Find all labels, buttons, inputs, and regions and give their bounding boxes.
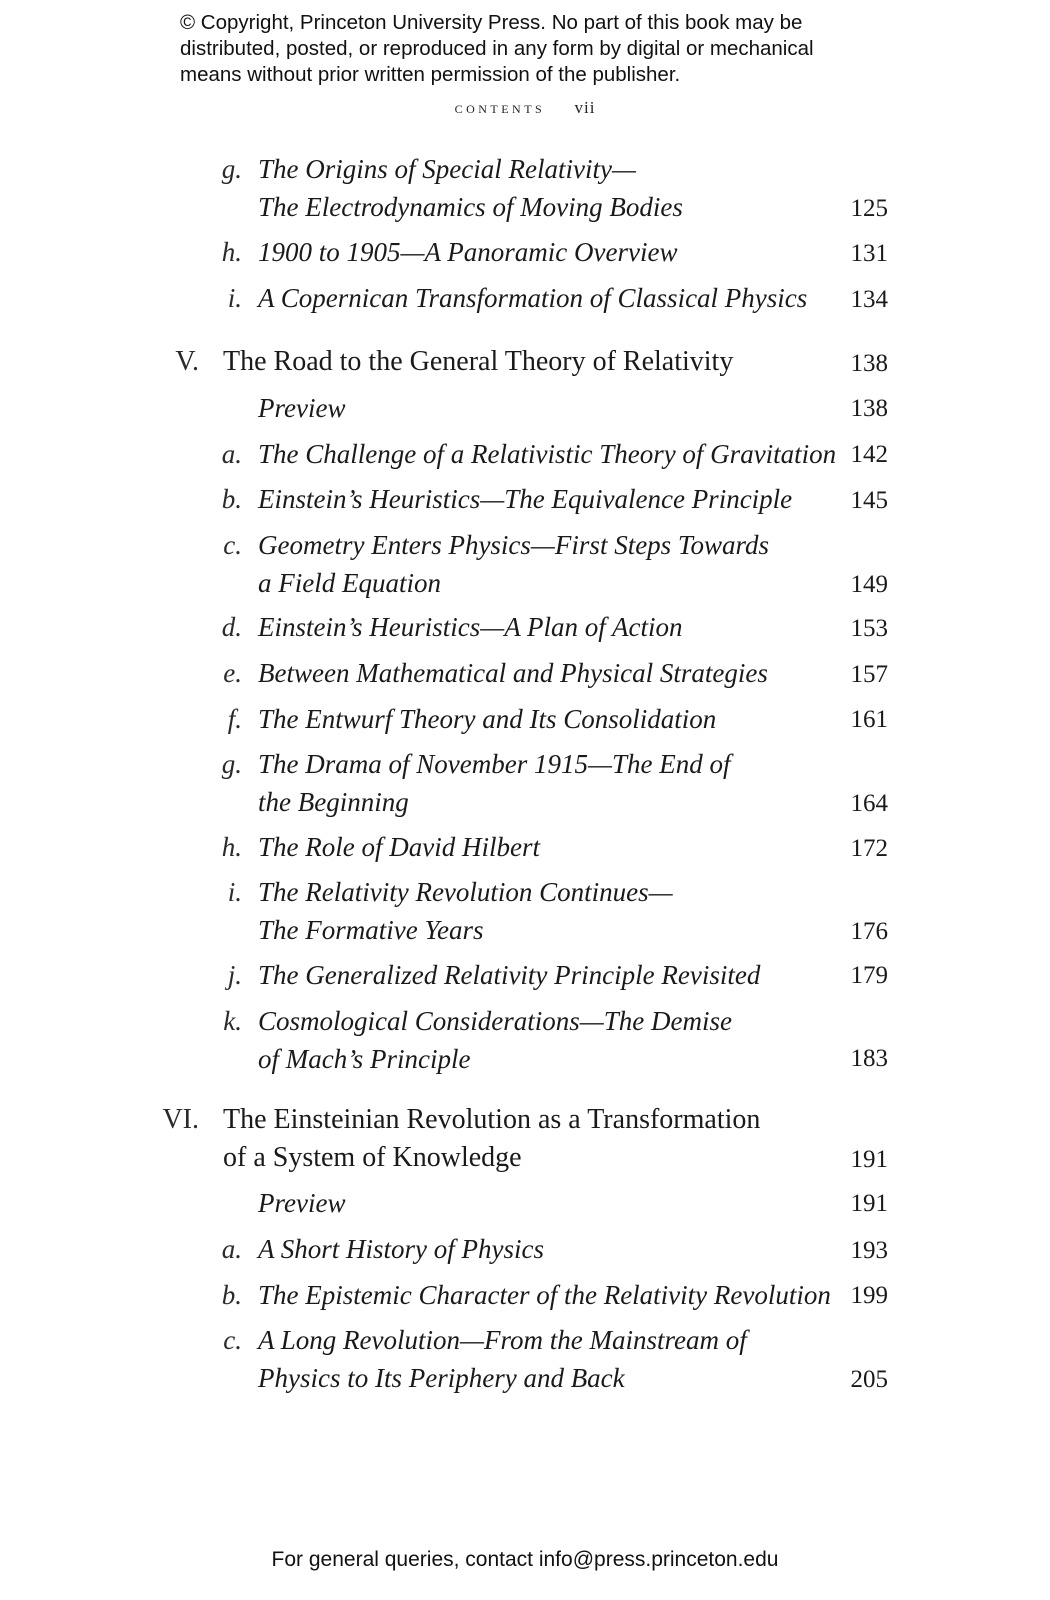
toc-title-line: The Drama of November 1915—The End of [258,749,731,779]
toc-entry-marker: a. [221,439,242,469]
toc-title-line: Between Mathematical and Physical Strategies [258,658,768,688]
toc-title-line: A Short History of Physics [258,1234,544,1264]
toc-entry-title [258,233,828,271]
toc-entry-page: 161 [850,706,888,733]
toc-title-line: The Role of David Hilbert [258,832,540,862]
toc-entry-marker: k. [223,1006,242,1036]
toc-entry-page: 153 [850,615,888,642]
toc-entry-page: 157 [850,661,888,688]
running-head-page-number: vii [574,98,596,117]
toc-entry-title [258,745,828,821]
copyright-line: © Copyright, Princeton University Press. No part of this book may be [180,11,803,34]
toc-chapter-title [223,343,823,381]
toc-entry-marker: j. [227,960,242,990]
toc-title-line: A Copernican Transformation of Classical Physics [258,283,808,313]
copyright-line: means without prior written permission of the publisher. [180,63,681,86]
toc-title-line: The Einsteinian Revolution as a Transformation [223,1104,761,1135]
toc-chapter-title [223,1101,823,1177]
toc-entry-marker: d. [221,612,242,642]
toc-title-line: a Field Equation [258,568,441,598]
toc-entry-page: 125 [850,195,888,222]
toc-entry-marker: h. [221,237,242,267]
toc-entry-title [258,1276,831,1314]
toc-title-line: The Entwurf Theory and Its Consolidation [258,704,717,734]
toc-entry-page: 193 [850,1237,888,1264]
toc-entry-page: 179 [850,962,888,989]
toc-title-line: The Relativity Revolution Continues— [258,877,673,907]
toc-title-line: The Epistemic Character of the Relativity Revolution [258,1280,831,1310]
toc-entry-marker: f. [227,704,242,734]
toc-title-line: Cosmological Considerations—The Demise [258,1006,733,1036]
toc-entry-marker: b. [221,484,242,514]
toc-entry-page: 138 [850,395,888,422]
toc-entry-title [258,526,828,602]
running-head-label: contents [454,98,546,117]
toc-entry-title [258,480,828,518]
toc-entry-marker: a. [221,1234,242,1264]
toc-title-line: Geometry Enters Physics—First Steps Towards [258,530,769,560]
toc-entry-page: 176 [850,918,888,945]
toc-title-line: Physics to Its Periphery and Back [258,1363,625,1393]
toc-entry-marker: i. [227,283,242,313]
toc-title-line: The Road to the General Theory of Relativity [223,346,734,377]
toc-entry-title [258,1230,828,1268]
toc-entry-page: 145 [850,487,888,514]
toc-title-line: The Formative Years [258,915,484,945]
toc-entry-page: 131 [850,240,888,267]
toc-entry-page: 199 [850,1282,888,1309]
toc-entry-marker: b. [221,1280,242,1310]
toc-entry-title [258,608,828,646]
toc-entry-page: 149 [850,571,888,598]
toc-title-line: of Mach’s Principle [258,1044,471,1074]
toc-title-line: the Beginning [258,787,409,817]
toc-entry-marker: e. [223,658,242,688]
toc-chapter-number: V. [175,346,199,377]
toc-title-line: of a System of Knowledge [223,1142,522,1173]
toc-entry-marker: g. [221,154,242,184]
toc-entry-title [258,1184,828,1222]
toc-entry-title [258,654,828,692]
copyright-line: distributed, posted, or reproduced in any form by digital or mechanical [180,37,814,60]
toc-entry-title [258,279,828,317]
toc-entry-page: 134 [850,286,888,313]
toc-entry-title [258,956,828,994]
toc-title-line: The Generalized Relativity Principle Revisited [258,960,761,990]
toc-entry-title [258,1002,828,1078]
toc-entry-page: 172 [850,835,888,862]
toc-title-line: Einstein’s Heuristics—The Equivalence Principle [258,484,793,514]
toc-entry-marker: c. [223,530,242,560]
toc-title-line: Preview [258,393,346,423]
toc-chapter-number: VI. [162,1104,199,1135]
toc-entry-page: 142 [850,441,888,468]
toc-entry-marker: c. [223,1325,242,1355]
toc-chapter-page: 191 [850,1146,888,1173]
toc-entry-title [258,873,828,949]
toc-title-line: Einstein’s Heuristics—A Plan of Action [258,612,683,642]
toc-entry-marker: g. [221,749,242,779]
toc-title-line: A Long Revolution—From the Mainstream of [258,1325,747,1355]
toc-entry-page: 183 [850,1045,888,1072]
toc-title-line: The Origins of Special Relativity— [258,154,636,184]
toc-entry-title [258,828,828,866]
toc-entry-page: 191 [850,1190,888,1217]
toc-title-line: Preview [258,1188,346,1218]
toc-entry-page: 205 [850,1366,888,1393]
toc-chapter-page: 138 [850,350,888,377]
toc-entry-title [258,435,837,473]
toc-title-line: 1900 to 1905—A Panoramic Overview [258,237,678,267]
toc-entry-title [258,150,828,226]
toc-entry-title [258,1321,828,1397]
toc-entry-marker: i. [227,877,242,907]
toc-entry-title [258,700,828,738]
toc-entry-page: 164 [850,790,888,817]
footer-contact: For general queries, contact info@press.princeton.edu [271,1548,779,1571]
toc-title-line: The Electrodynamics of Moving Bodies [258,192,683,222]
toc-entry-title [258,389,828,427]
toc-title-line: The Challenge of a Relativistic Theory of Gravitation [258,439,837,469]
toc-entry-marker: h. [221,832,242,862]
